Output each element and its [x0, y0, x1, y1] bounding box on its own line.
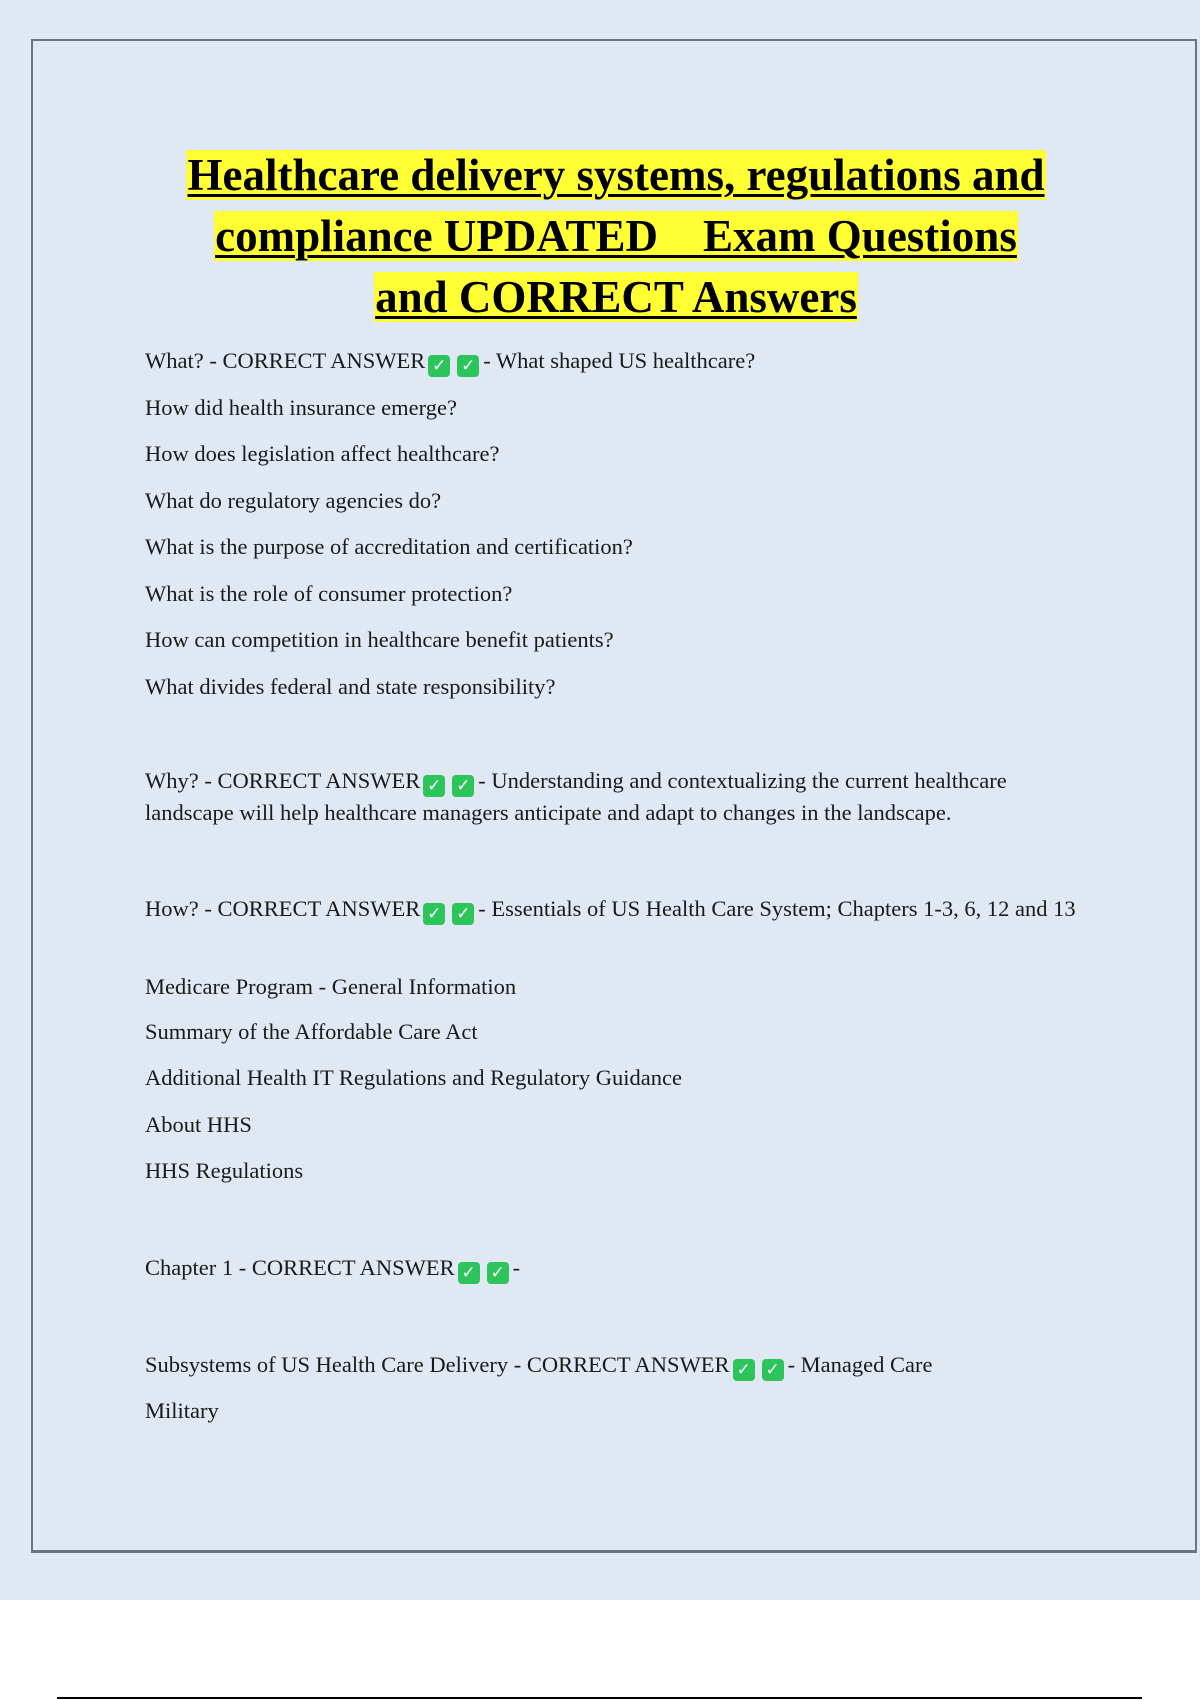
answer-text: - Understanding and contextualizing the current healthcare landscape will help healthcare managers anticipate and adapt to changes in the landscape.	[145, 768, 1007, 825]
check-mark-icon: ✓	[428, 355, 450, 377]
question-text: Subsystems of US Health Care Delivery -	[145, 1352, 527, 1377]
answer-text: - Essentials of US Health Care System; Chapters 1-3, 6, 12 and 13	[478, 896, 1076, 921]
check-mark-icon: ✓	[733, 1359, 755, 1381]
check-mark-icon: ✓	[452, 903, 474, 925]
check-mark-icon: ✓	[423, 775, 445, 797]
answer-line: How does legislation affect healthcare?	[145, 441, 500, 466]
qa-entry-why	[145, 765, 1085, 829]
question-text: Chapter 1 -	[145, 1255, 252, 1280]
qa-entry-what	[145, 345, 755, 377]
title-line: and CORRECT Answers	[375, 272, 857, 322]
check-mark-icon: ✓	[458, 1262, 480, 1284]
title-line: Healthcare delivery systems, regulations and	[187, 150, 1045, 200]
question-text: Why? -	[145, 768, 218, 793]
answer-line: About HHS	[145, 1112, 252, 1137]
answer-line: What is the role of consumer protection?	[145, 581, 513, 606]
answer-line: How can competition in healthcare benefit patients?	[145, 627, 614, 652]
answer-text: - Managed Care	[787, 1352, 933, 1377]
check-mark-icon: ✓	[487, 1262, 509, 1284]
question-text: How? -	[145, 896, 218, 921]
answer-line: What is the purpose of accreditation and certification?	[145, 534, 633, 559]
answer-line: Additional Health IT Regulations and Regulatory Guidance	[145, 1065, 682, 1090]
answer-marker: CORRECT ANSWER	[217, 768, 421, 793]
answer-marker: CORRECT ANSWER	[217, 896, 421, 921]
qa-entry-subsystems	[145, 1349, 933, 1381]
answer-marker: CORRECT ANSWER	[222, 348, 426, 373]
answer-marker: CORRECT ANSWER	[251, 1255, 455, 1280]
answer-line: Medicare Program - General Information	[145, 974, 517, 999]
answer-text: -	[512, 1255, 521, 1280]
answer-line: Summary of the Affordable Care Act	[145, 1019, 478, 1044]
answer-line: How did health insurance emerge?	[145, 395, 457, 420]
title-line: compliance UPDATED Exam Questions	[215, 211, 1017, 261]
check-mark-icon: ✓	[423, 903, 445, 925]
qa-entry-how	[145, 893, 1085, 925]
answer-line: HHS Regulations	[145, 1158, 304, 1183]
answer-marker: CORRECT ANSWER	[526, 1352, 730, 1377]
qa-entry-chapter-1	[145, 1252, 520, 1284]
answer-line: Military	[145, 1398, 219, 1423]
answer-text: - What shaped US healthcare?	[483, 348, 756, 373]
document-title	[130, 145, 1102, 328]
question-text: What? -	[145, 348, 223, 373]
page-divider	[57, 1697, 1142, 1699]
check-mark-icon: ✓	[457, 355, 479, 377]
answer-line: What divides federal and state responsibility?	[145, 674, 556, 699]
check-mark-icon: ✓	[762, 1359, 784, 1381]
answer-line: What do regulatory agencies do?	[145, 488, 442, 513]
check-mark-icon: ✓	[452, 775, 474, 797]
